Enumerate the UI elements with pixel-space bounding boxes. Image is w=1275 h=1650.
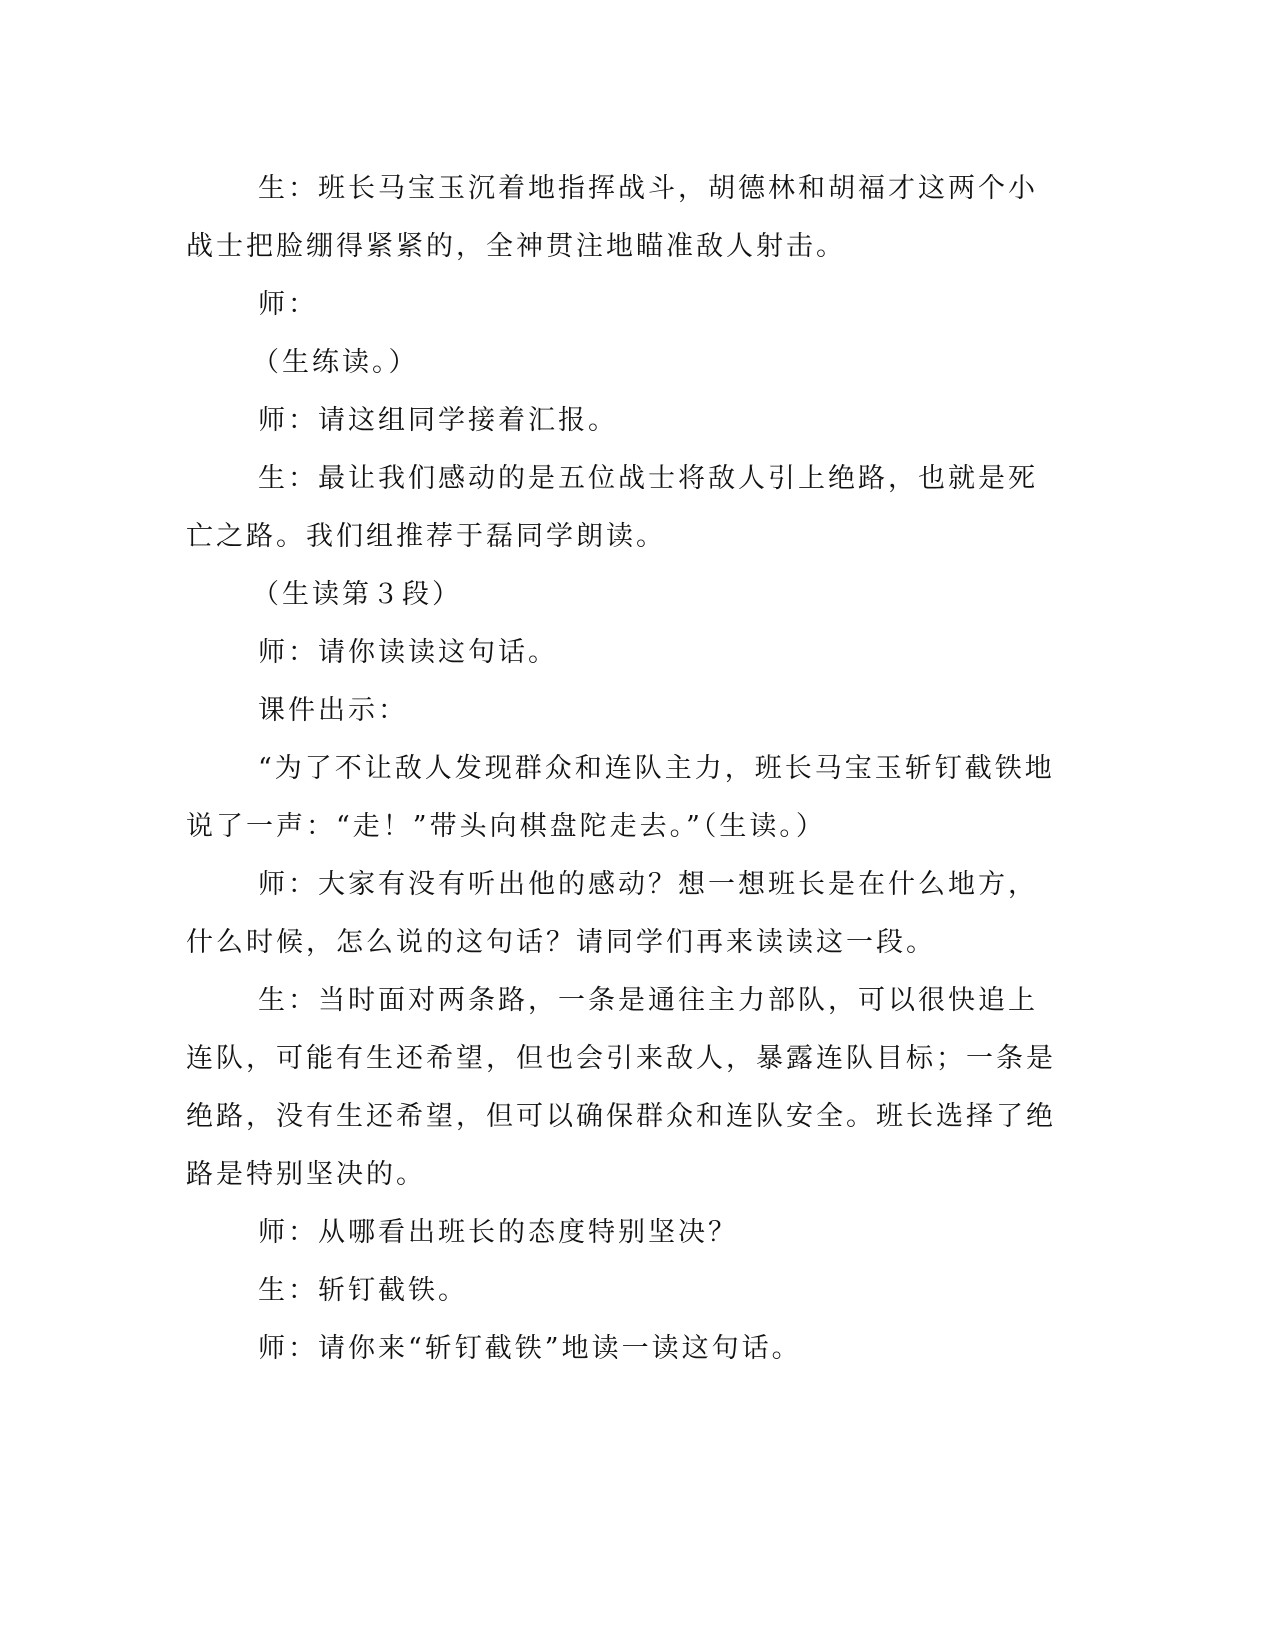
paragraph: （生练读。） bbox=[252, 347, 419, 378]
document-body bbox=[186, 160, 1066, 1378]
paragraph: 师：请你读读这句话。 bbox=[258, 637, 558, 668]
paragraph: 生：当时面对两条路，一条是通往主力部队，可以很快追上连队，可能有生还希望，但也会引来敌人，暴露连队目标；一条是绝路，没有生还希望，但可以确保群众和连队安全。班长选择了绝路是特别坚决的。 bbox=[186, 985, 1056, 1190]
paragraph: 师：请你来“斩钉截铁”地读一读这句话。 bbox=[258, 1333, 802, 1364]
paragraph: 师：大家有没有听出他的感动？想一想班长是在什么地方，什么时候，怎么说的这句话？请同学们再来读读这一段。 bbox=[186, 869, 1038, 958]
paragraph: 师：请这组同学接着汇报。 bbox=[258, 405, 618, 436]
paragraph: 生：斩钉截铁。 bbox=[258, 1275, 468, 1306]
paragraph: 师：从哪看出班长的态度特别坚决？ bbox=[258, 1217, 738, 1248]
paragraph: 课件出示： bbox=[258, 695, 408, 726]
paragraph: “为了不让敌人发现群众和连队主力，班长马宝玉斩钉截铁地说了一声：“走！”带头向棋盘陀走去。”（生读。） bbox=[186, 753, 1055, 842]
paragraph: 生：班长马宝玉沉着地指挥战斗，胡德林和胡福才这两个小战士把脸绷得紧紧的，全神贯注地瞄准敌人射击。 bbox=[186, 173, 1038, 262]
paragraph: 师： bbox=[258, 289, 318, 320]
paragraph: （生读第３段） bbox=[252, 579, 462, 610]
paragraph: 生：最让我们感动的是五位战士将敌人引上绝路，也就是死亡之路。我们组推荐于磊同学朗读。 bbox=[186, 463, 1038, 552]
